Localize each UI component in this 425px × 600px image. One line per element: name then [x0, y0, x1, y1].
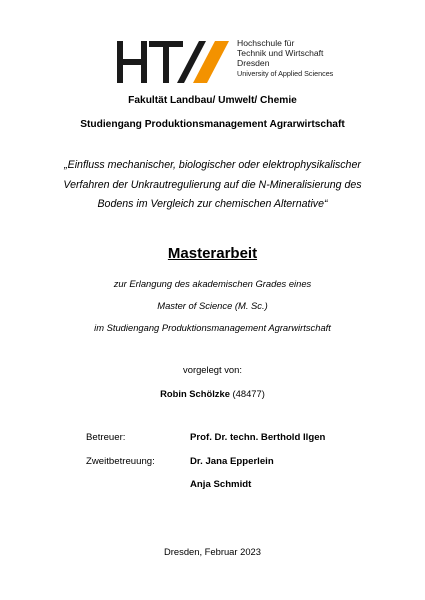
- author-name: Robin Schölzke: [160, 388, 230, 399]
- thesis-title-line-1: „Einfluss mechanischer, biologischer oder elektrophysikalischer: [64, 159, 361, 171]
- author-line: [0, 388, 425, 399]
- logo-institution-text: [237, 38, 333, 78]
- second-supervisor-name-1: Dr. Jana Epperlein: [190, 456, 274, 467]
- second-supervisor-label: Zweitbetreuung:: [86, 456, 155, 467]
- place-and-date: Dresden, Februar 2023: [164, 546, 261, 557]
- logo-line-3: Dresden: [237, 58, 270, 69]
- submitted-by-label: vorgelegt von:: [183, 364, 242, 375]
- supervisor-name: Prof. Dr. techn. Berthold Ilgen: [190, 432, 326, 443]
- thesis-title-line-3: Bodens im Vergleich zur chemischen Alternative“: [97, 198, 328, 210]
- logo-tagline: University of Applied Sciences: [237, 68, 334, 78]
- purpose-line-1: zur Erlangung des akademischen Grades eines: [113, 278, 312, 289]
- supervisor-label: Betreuer:: [86, 432, 126, 443]
- thesis-title-line-2: Verfahren der Unkrautregulierung auf die N-Mineralisierung des: [63, 178, 362, 191]
- thesis-title: [30, 156, 395, 215]
- purpose-line-3: im Studiengang Produktionsmanagement Agrarwirtschaft: [94, 322, 331, 333]
- second-supervisor-name-2: Anja Schmidt: [190, 479, 252, 490]
- logo-h-right-bar: [141, 41, 147, 83]
- htw-logo: [113, 38, 343, 88]
- student-id: (48477): [232, 388, 265, 399]
- study-program: Studiengang Produktionsmanagement Agrarwirtschaft: [80, 119, 345, 130]
- logo-t-stem: [163, 41, 169, 83]
- logo-line-2: Technik und Wirtschaft: [237, 48, 324, 59]
- faculty-name: Fakultät Landbau/ Umwelt/ Chemie: [128, 95, 297, 106]
- document-type-heading: Masterarbeit: [167, 245, 258, 262]
- logo-line-1: Hochschule für: [237, 38, 295, 48]
- degree-name: Master of Science (M. Sc.): [157, 300, 268, 311]
- htw-logo-mark: [113, 38, 231, 88]
